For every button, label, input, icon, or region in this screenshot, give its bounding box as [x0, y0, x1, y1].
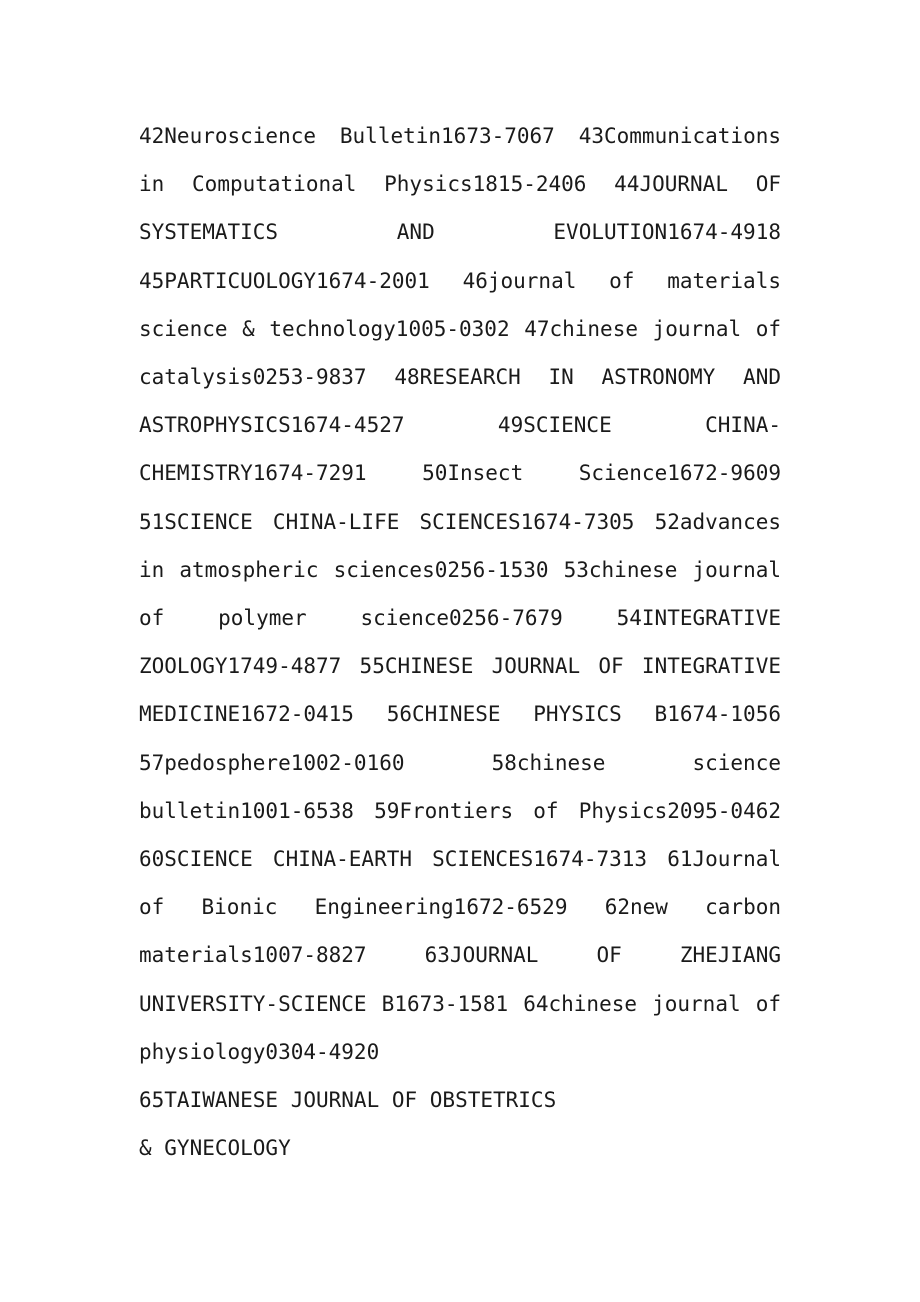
journal-list-paragraph: 42Neuroscience Bulletin1673-7067 43Communications in Computational Physics1815-2406 44JOURNAL OF SYSTEMATICS AND EVOLUTION1674-4918 45PARTICUOLOGY1674-2001 46journal of materials science & technology1005-0302 47chinese journal of catalysis0253-9837 48RESEARCH IN ASTRONOMY AND ASTROPHYSICS1674-4527 49SCIENCE CHINA-CHEMISTRY1674-7291 50Insect Science1672-9609 51SCIENCE CHINA-LIFE SCIENCES1674-7305 52advances in atmospheric sciences0256-1530 53chinese journal of polymer science0256-7679 54INTEGRATIVE ZOOLOGY1749-4877 55CHINESE JOURNAL OF INTEGRATIVE MEDICINE1672-0415 56CHINESE PHYSICS B1674-1056 57pedosphere1002-0160 58chinese science bulletin1001-6538 59Frontiers of Physics2095-0462 60SCIENCE CHINA-EARTH SCIENCES1674-7313 61Journal of Bionic Engineering1672-6529 62new carbon materials1007-8827 63JOURNAL OF ZHEJIANG UNIVERSITY-SCIENCE B1673-1581 64chinese journal of physiology0304-4920 — [139, 124, 781, 1064]
journal-list-paragraph-tail: 65TAIWANESE JOURNAL OF OBSTETRICS & GYNECOLOGY — [139, 1088, 557, 1161]
journal-list-text — [139, 112, 781, 1172]
